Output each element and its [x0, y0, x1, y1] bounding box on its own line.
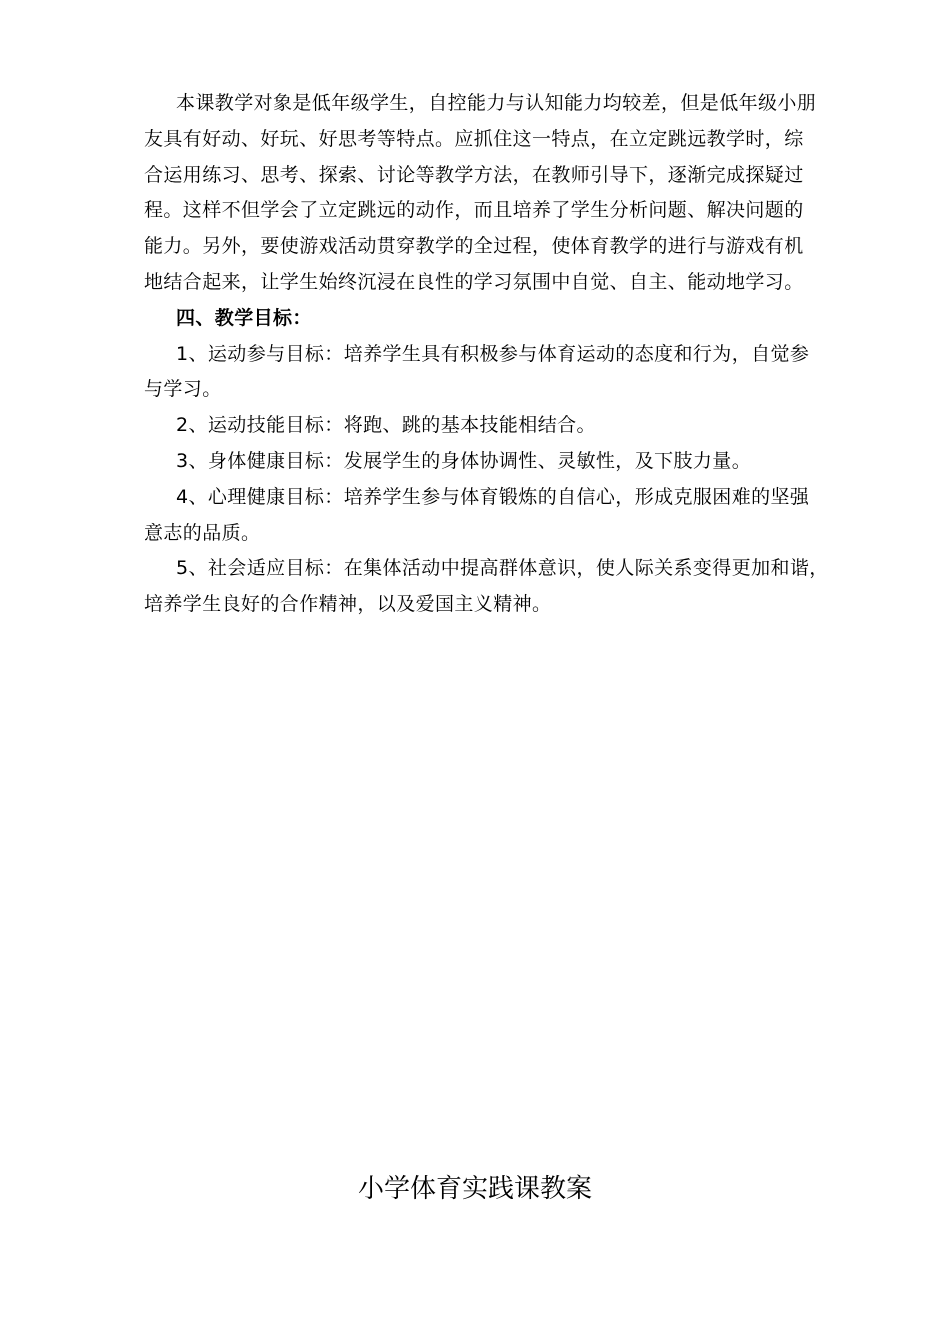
intro-line: 能力。另外，要使游戏活动贯穿教学的全过程，使体育教学的进行与游戏有机 — [144, 235, 804, 258]
goal-item — [144, 480, 814, 552]
goal-line: 4、心理健康目标：培养学生参与体育锻炼的自信心，形成克服困难的坚强 — [176, 485, 810, 508]
goal-item — [144, 551, 829, 623]
goal-item — [144, 444, 814, 480]
goal-line: 培养学生良好的合作精神，以及爱国主义精神。 — [144, 593, 552, 616]
goal-line: 与学习。 — [144, 378, 222, 401]
intro-line: 合运用练习、思考、探索、讨论等教学方法，在教师引导下，逐渐完成探疑过 — [144, 163, 804, 186]
intro-line: 地结合起来，让学生始终沉浸在良性的学习氛围中自觉、自主、能动地学习。 — [144, 270, 804, 293]
document-body — [144, 86, 829, 623]
goal-line: 5、社会适应目标：在集体活动中提高群体意识，使人际关系变得更加和谐， — [176, 557, 829, 580]
intro-line: 友具有好动、好玩、好思考等特点。应抓住这一特点，在立定跳远教学时，综 — [144, 127, 804, 150]
goal-line: 2、运动技能目标：将跑、跳的基本技能相结合。 — [176, 414, 596, 437]
goal-line: 1、运动参与目标：培养学生具有积极参与体育运动的态度和行为，自觉参 — [176, 342, 810, 365]
intro-line: 程。这样不但学会了立定跳远的动作，而且培养了学生分析问题、解决问题的 — [144, 199, 804, 222]
goal-item — [144, 337, 814, 409]
next-page-title: 小学体育实践课教案 — [357, 1174, 592, 1204]
goal-item — [144, 408, 814, 444]
goal-line: 3、身体健康目标：发展学生的身体协调性、灵敏性，及下肢力量。 — [176, 449, 752, 472]
intro-line: 本课教学对象是低年级学生，自控能力与认知能力均较差，但是低年级小朋 — [176, 92, 817, 114]
section-heading: 四、教学目标： — [176, 306, 312, 329]
goal-line: 意志的品质。 — [144, 521, 261, 544]
